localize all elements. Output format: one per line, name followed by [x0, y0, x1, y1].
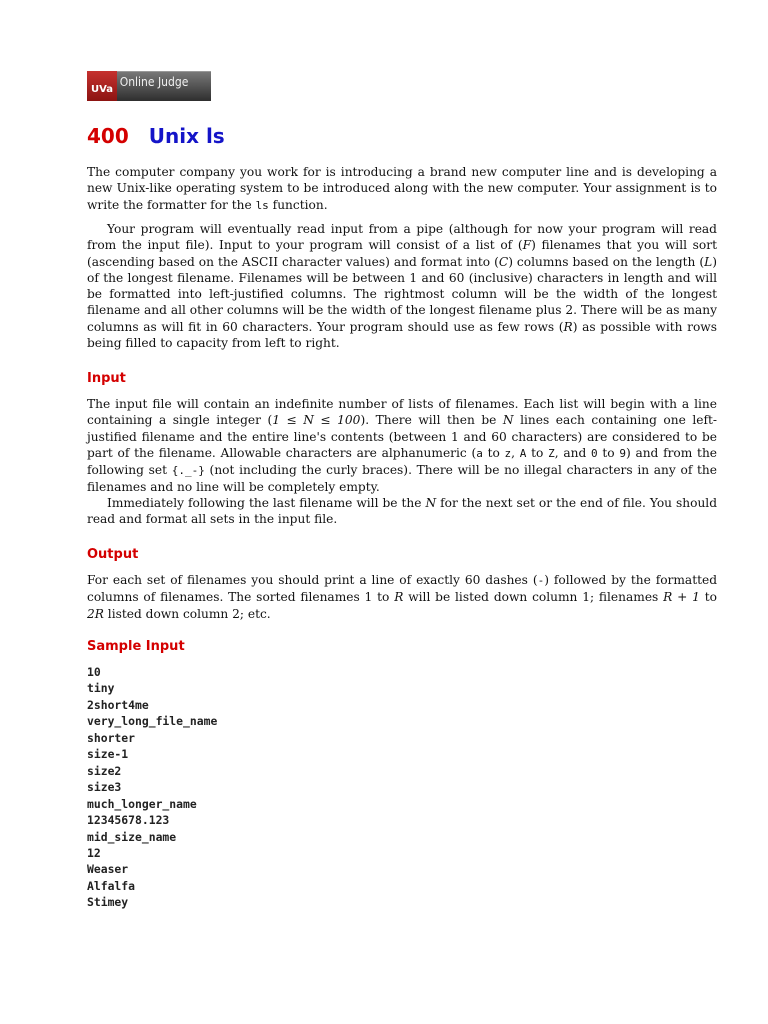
sample-line: much_longer_name	[87, 796, 197, 811]
sample-input-heading: Sample Input	[87, 639, 185, 654]
problem-number: 400	[87, 124, 129, 148]
logo-uva-badge: UVa	[87, 71, 117, 101]
intro-paragraph-1: The computer company you work for is introducing a brand new computer line and is developing a new Unix-like operating system to be introduced along with the new computer. Your assignment is to write the formatter for the ls function.	[87, 165, 717, 212]
sample-line: size3	[87, 780, 122, 795]
sample-line: size-1	[87, 747, 129, 762]
sample-line: size2	[87, 763, 122, 778]
input-paragraph-1: The input file will contain an indefinite number of lists of filenames. Each list will begin with a line containing a single integer (1 ≤ N ≤ 100). There will then be N lines each containing one left-justified filename and the entire line's contents (between 1 and 60 characters) are considered to be part of the filename. Allowable characters are alphanumeric (a to z, A to Z, and 0 to 9) and from the following set {._-} (not including the curly braces). There will be no illegal characters in any of the filenames and no line will be completely empty.	[87, 397, 718, 495]
sample-line: 12345678.123	[87, 813, 170, 828]
sample-line: Weaser	[87, 862, 129, 877]
sample-input-block	[87, 664, 217, 911]
intro-paragraph-2: Your program will eventually read input from a pipe (although for now your program will read from the input file). Input to your program will consist of a list of (F) filenames that you will sort (ascending based on the ASCII character values) and format into (C) columns based on the length (L) of the longest filename. Filenames will be between 1 and 60 (inclusive) characters in length and will be formatted into left-justified columns. The rightmost column will be the width of the longest filename and all other columns will be the width of the longest filename plus 2. There will be as many columns as will fit in 60 characters. Your program should use as few rows (R) as possible with rows being filled to capacity from left to right.	[87, 222, 717, 351]
problem-name: Unix ls	[148, 124, 225, 148]
sample-line: 12	[87, 845, 101, 860]
uva-online-judge-logo[interactable]	[87, 71, 211, 101]
output-paragraph: For each set of filenames you should print a line of exactly 60 dashes (-) followed by the formatted columns of filenames. The sorted filenames 1 to R will be listed down column 1; filenames R + 1 to 2R listed down column 2; etc.	[87, 573, 718, 621]
sample-line: shorter	[87, 730, 136, 745]
output-heading: Output	[87, 547, 139, 562]
sample-line: 10	[87, 665, 101, 679]
sample-line: Alfalfa	[87, 878, 136, 893]
sample-line: tiny	[87, 681, 115, 696]
sample-line: 2short4me	[87, 697, 149, 712]
input-paragraph-2: Immediately following the last filename will be the N for the next set or the end of file. You should read and format all sets in the input file.	[87, 496, 718, 527]
input-heading: Input	[87, 371, 126, 386]
problem-title	[87, 124, 225, 148]
sample-line: very_long_file_name	[87, 714, 218, 729]
sample-line: Stimey	[87, 895, 129, 910]
sample-line: mid_size_name	[87, 829, 177, 844]
logo-text: Online Judge	[119, 75, 189, 89]
